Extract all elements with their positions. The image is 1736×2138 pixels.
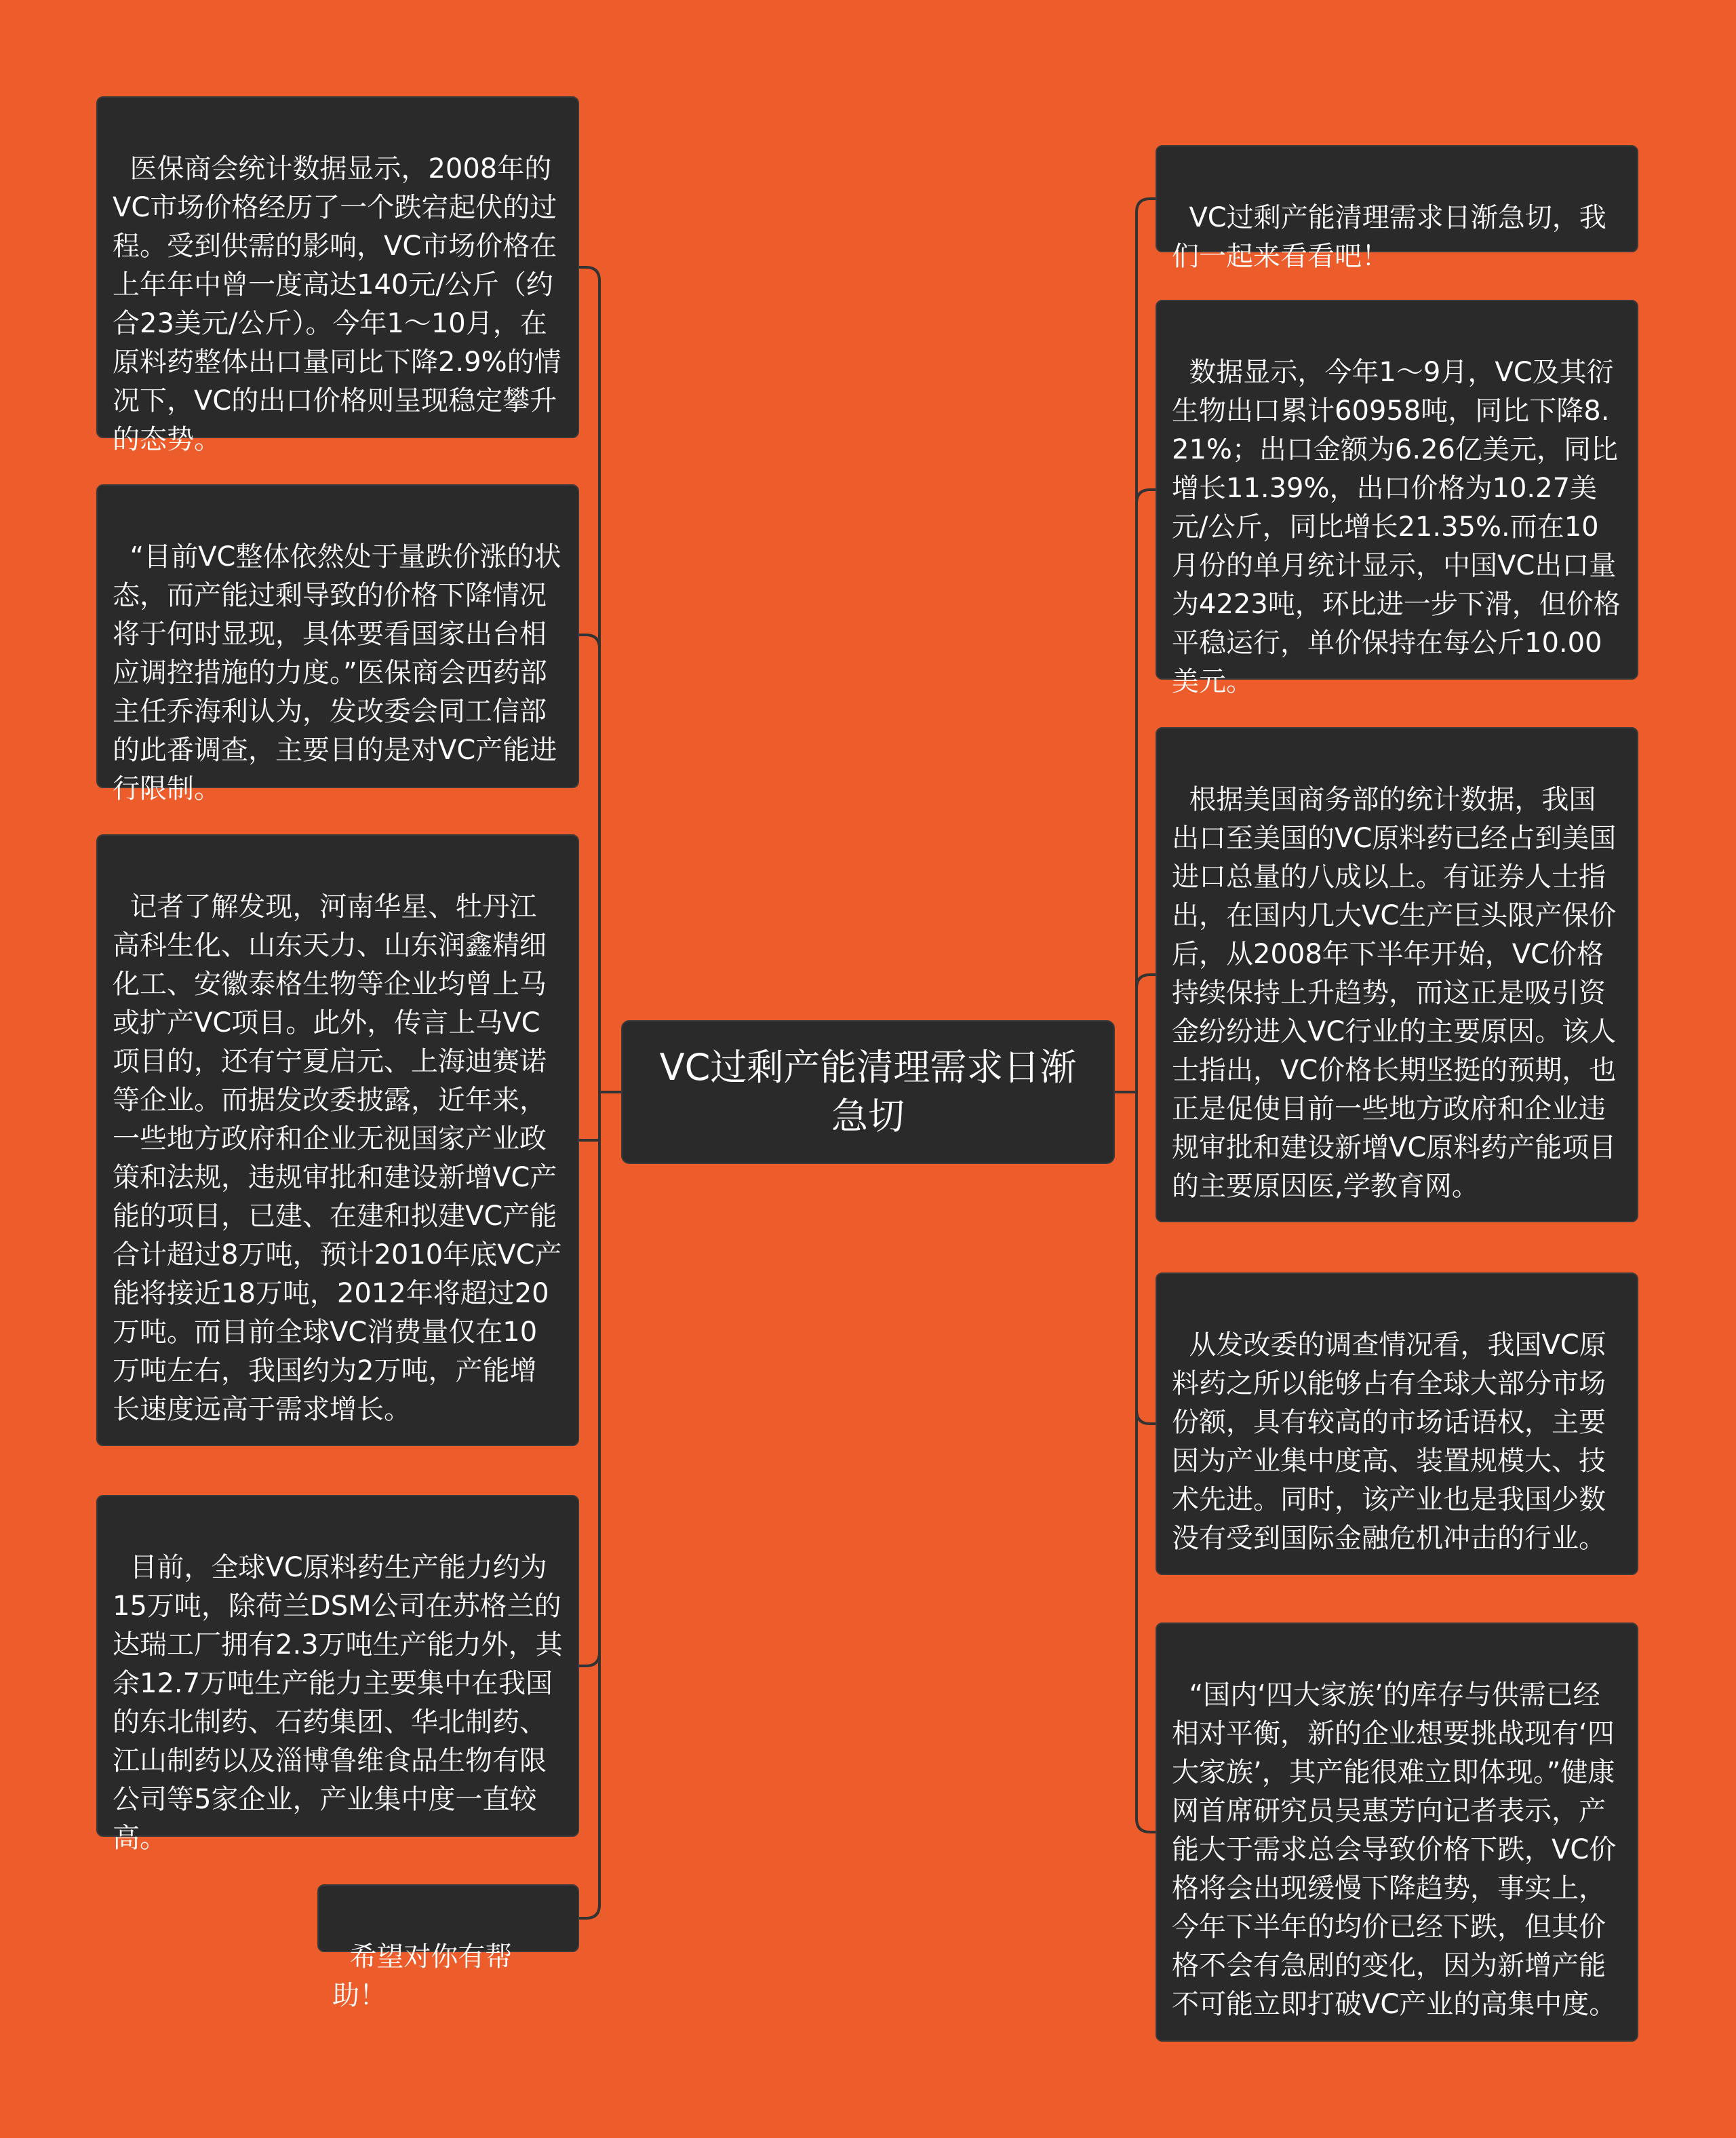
connector-left-3 — [579, 1652, 599, 1666]
topic-node-right-3[interactable] — [1156, 727, 1638, 1222]
topic-node-left-3[interactable] — [96, 834, 579, 1446]
topic-node-left-5[interactable] — [317, 1884, 579, 2011]
topic-text: VC过剩产能清理需求日渐急切，我们一起来看看吧！ — [1172, 202, 1606, 272]
connector-right-0 — [1137, 199, 1156, 212]
connector-right-3 — [1137, 1410, 1156, 1424]
topic-text: 根据美国商务部的统计数据，我国出口至美国的VC原料药已经占到美国进口总量的八成以上。有证券人士指出，在国内几大VC生产巨头限产保价后，从2008年下半年开始，VC价格持续保持上升趋势，而这正是吸引资金纷纷进入VC行业的主要原因。该人士指出，VC价格长期坚挺的预期，也正是促使目前一些地方政府和企业违规审批和建设新增VC原料药产能项目的主要原因医,学教育网。 — [1172, 784, 1617, 1202]
topic-text: 记者了解发现，河南华星、牡丹江高科生化、山东天力、山东润鑫精细化工、安徽泰格生物等企业均曾上马或扩产VC项目。此外，传言上马VC项目的，还有宁夏启元、上海迪赛诺等企业。而据发改委披露，近年来，一些地方政府和企业无视国家产业政策和法规，违规审批和建设新增VC产能的项目，已建、在建和拟建VC产能合计超过8万吨，预计2010年底VC产能将接近18万吨，2012年将超过20万吨。而目前全球VC消费量仅在10万吨左右，我国约为2万吨，产能增长速度远高于需求增长。 — [113, 891, 562, 1425]
topic-text: 希望对你有帮助！ — [332, 1941, 513, 2011]
topic-text: “目前VC整体依然处于量跌价涨的状态，而产能过剩导致的价格下降情况将于何时显现，具体要看国家出台相应调控措施的力度。”医保商会西药部主任乔海利认为，发改委会同工信部的此番调查，主要目的是对VC产能进行限制。 — [113, 541, 561, 804]
connector-right-1 — [1137, 490, 1156, 503]
topic-node-right-2[interactable] — [1156, 300, 1638, 697]
connector-left-0 — [579, 267, 599, 281]
topic-node-right-5[interactable] — [1156, 1622, 1638, 2042]
central-topic[interactable] — [621, 1020, 1115, 1164]
central-topic-label: VC过剩产能清理需求日渐急切 — [659, 1046, 1077, 1138]
connector-left-1 — [579, 635, 599, 648]
topic-node-right-1[interactable] — [1156, 145, 1638, 272]
topic-node-left-2[interactable] — [96, 484, 579, 804]
connector-right-2 — [1137, 975, 1156, 988]
topic-text: 数据显示，今年1～9月，VC及其衍生物出口累计60958吨，同比下降8.21%；出口金额为6.26亿美元，同比增长11.39%，出口价格为10.27美元/公斤，同比增长21.35%.而在10月份的单月统计显示，中国VC出口量为4223吨，环比进一步下滑，但价格平稳运行，单价保持在每公斤10.00美元。 — [1172, 357, 1621, 697]
topic-node-left-1[interactable] — [96, 96, 579, 455]
topic-text: “国内‘四大家族’的库存与供需已经相对平衡，新的企业想要挑战现有‘四大家族’，其产能很难立即体现。”健康网首席研究员吴惠芳向记者表示，产能大于需求总会导致价格下跌，VC价格将会出现缓慢下降趋势，事实上，今年下半年的均价已经下跌，但其价格不会有急剧的变化，因为新增产能不可能立即打破VC产业的高集中度。 — [1172, 1679, 1617, 2020]
connector-left-4 — [579, 1905, 599, 1918]
topic-text: 医保商会统计数据显示，2008年的VC市场价格经历了一个跌宕起伏的过程。受到供需的影响，VC市场价格在上年年中曾一度高达140元/公斤（约合23美元/公斤）。今年1～10月，在原料药整体出口量同比下降2.9%的情况下，VC的出口价格则呈现稳定攀升的态势。 — [113, 153, 561, 455]
topic-node-right-4[interactable] — [1156, 1272, 1638, 1575]
connector-right-4 — [1137, 1819, 1156, 1832]
topic-node-left-4[interactable] — [96, 1495, 579, 1854]
topic-text: 从发改委的调查情况看，我国VC原料药之所以能够占有全球大部分市场份额，具有较高的市场话语权，主要因为产业集中度高、装置规模大、技术先进。同时，该产业也是我国少数没有受到国际金融危机冲击的行业。 — [1172, 1329, 1606, 1554]
topic-text: 目前，全球VC原料药生产能力约为15万吨，除荷兰DSM公司在苏格兰的达瑞工厂拥有2.3万吨生产能力外，其余12.7万吨生产能力主要集中在我国的东北制药、石药集团、华北制药、江山制药以及淄博鲁维食品生物有限公司等5家企业，产业集中度一直较高。 — [113, 1552, 563, 1854]
